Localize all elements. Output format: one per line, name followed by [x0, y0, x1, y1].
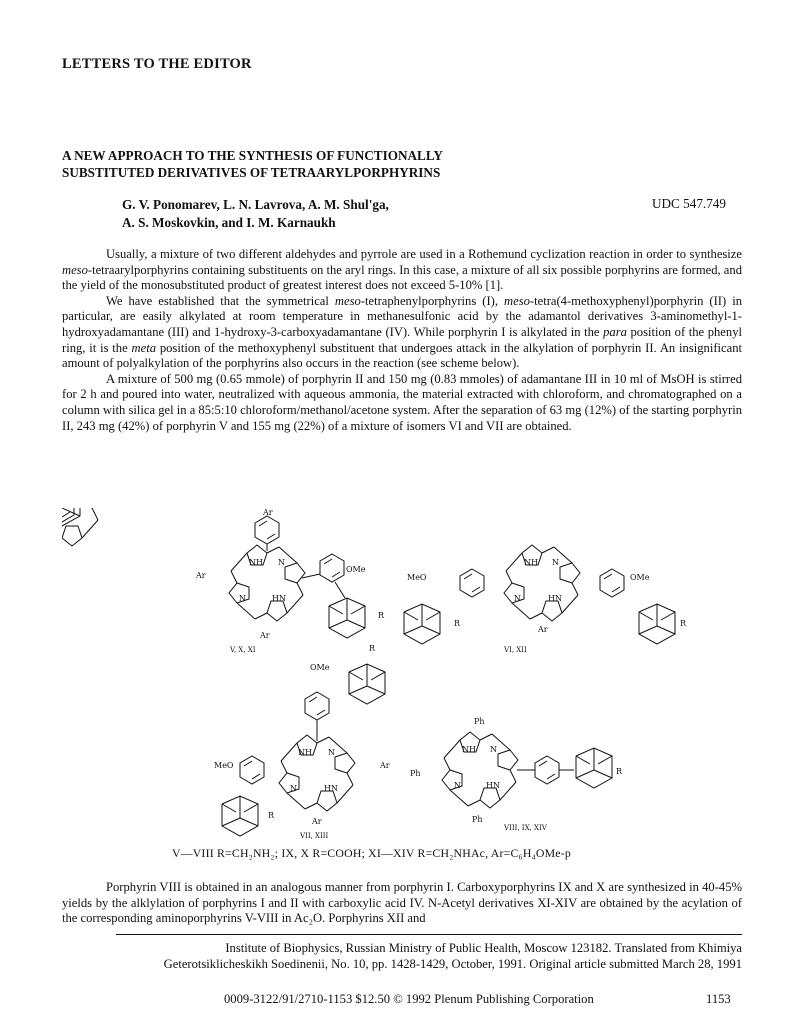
structure-vi — [404, 545, 687, 654]
svg-text:Ph: Ph — [474, 717, 485, 726]
svg-text:OMe: OMe — [310, 663, 330, 672]
paragraph: Usually, a mixture of two different aldehydes and pyrrole are used in a Rothemund cyclization reaction in order to synthesize meso-tetraarylporphyrins containing substituents on the aryl rings. In this case, a mixture of all six possible porphyrins are formed, and the yield of the monosubstituted product of greatest interest does not exceed 5-10% [1]. — [62, 247, 742, 293]
page-number: 1153 — [706, 992, 731, 1006]
svg-text:N: N — [239, 594, 246, 603]
svg-text:N: N — [552, 558, 559, 567]
structure-v — [195, 508, 385, 654]
svg-text:Ph: Ph — [472, 815, 483, 824]
svg-text:NH: NH — [524, 558, 538, 567]
svg-text:VI, XII: VI, XII — [504, 646, 527, 654]
svg-text:R: R — [454, 619, 461, 628]
svg-text:N: N — [290, 784, 297, 793]
footnote-rule — [116, 934, 742, 935]
svg-text:Ar: Ar — [263, 508, 273, 517]
svg-text:VII, XIII: VII, XIII — [300, 832, 329, 840]
reaction-scheme — [62, 508, 742, 860]
svg-text:N: N — [278, 558, 285, 567]
svg-text:N: N — [328, 748, 335, 757]
authors-line: G. V. Ponomarev, L. N. Lavrova, A. M. Shul'ga, — [122, 197, 389, 212]
article-title — [62, 147, 742, 181]
svg-text:HN: HN — [324, 784, 338, 793]
udc-code: UDC 547.749 — [652, 196, 726, 211]
svg-text:Ar: Ar — [538, 625, 548, 634]
svg-text:Ph: Ph — [410, 769, 421, 778]
svg-text:Ar: Ar — [380, 761, 390, 770]
svg-text:Ar: Ar — [196, 571, 206, 580]
affiliation-line: Institute of Biophysics, Russian Ministry of Public Health, Moscow 123182. Translated from Khimiya — [225, 941, 742, 955]
paragraph: We have established that the symmetrical meso-tetraphenylporphyrins (I), meso-tetra(4-methoxyphenyl)porphyrin (II) in particular, are easily alkylated at room temperature in methanesulfonic acid by the adamantol derivatives 3-aminomethyl-1-hydroxyadamantane (III) and 1-hydroxy-3-carboxyadamantane (IV). While porphyrin I is alkylated in the para position of the phenyl ring, it is the meta position of the methoxyphenyl substituent that undergoes attack in the alkylation of porphyrin II. An insignificant amount of polyalkylation of the porphyrins also occurs in the reaction (see scheme below). — [62, 293, 743, 371]
svg-text:R: R — [616, 767, 623, 776]
scheme-caption: V—VIII R=CH₂NH₂; IX, X R=COOH; XI—XIV R=CH₂NHAc, Ar=C₆H₄OMe-p — [172, 846, 571, 860]
svg-text:HN: HN — [486, 781, 500, 790]
svg-text:MeO: MeO — [407, 573, 427, 582]
svg-text:HN: HN — [272, 594, 286, 603]
section-heading: LETTERS TO THE EDITOR — [62, 56, 252, 72]
svg-text:HN: HN — [548, 594, 562, 603]
title-line: SUBSTITUTED DERIVATIVES OF TETRAARYLPORPHYRINS — [62, 165, 441, 180]
svg-text:NH: NH — [298, 748, 312, 757]
structure-viii — [410, 717, 623, 832]
authors-line: A. S. Moskovkin, and I. M. Karnaukh — [122, 215, 336, 230]
author-list — [122, 196, 662, 232]
svg-text:N: N — [490, 745, 497, 754]
svg-text:R: R — [369, 644, 376, 653]
svg-text:Ar: Ar — [312, 817, 322, 826]
paragraph: Porphyrin VIII is obtained in an analogous manner from porphyrin I. Carboxyporphyrins IX and X are synthesized in 40-45% yields by the alklylation of porphyrins I and II with carboxylic acid IV. N-Acetyl derivatives XI-XIV are obtained by the acylation of the corresponding aminoporphyrins V-VIII in Ac₂O. Porphyrins XII and — [62, 880, 742, 926]
paragraph: A mixture of 500 mg (0.65 mmole) of porphyrin II and 150 mg (0.83 mmoles) of adamantane III in 10 ml of MsOH is stirred for 2 h and poured into water, neutralized with aqueous ammonia, the material extracted with chloroform, and chromatographed on a column with silica gel in a 85:5:10 chloroform/methanol/acetone system. After the separation of 63 mg (12%) of the starting porphyrin II, 243 mg (42%) of porphyrin V and 155 mg (22%) of a mixture of isomers VI and VII are obtained. — [62, 371, 742, 433]
structure-vii — [214, 644, 390, 840]
svg-text:VIII, IX, XIV: VIII, IX, XIV — [504, 824, 547, 832]
scheme-svg — [62, 508, 742, 860]
svg-text:R: R — [268, 811, 275, 820]
svg-text:N: N — [514, 594, 521, 603]
svg-text:Ar: Ar — [260, 631, 270, 640]
title-line: A NEW APPROACH TO THE SYNTHESIS OF FUNCTIONALLY — [62, 148, 443, 163]
copyright-line: 0009-3122/91/2710-1153 $12.50 © 1992 Plenum Publishing Corporation — [224, 992, 594, 1006]
article-body — [62, 247, 742, 434]
affiliation-line: Geterotsiklicheskikh Soedinenii, No. 10, pp. 1428-1429, October, 1991. Original article submitted March 28, 1991 — [163, 957, 742, 971]
svg-text:R: R — [378, 611, 385, 620]
svg-text:R: R — [680, 619, 687, 628]
svg-text:MeO: MeO — [214, 761, 234, 770]
affiliation-footnote — [62, 940, 742, 972]
article-body-continued — [62, 880, 742, 927]
svg-text:OMe: OMe — [346, 565, 366, 574]
svg-text:V, X, XI: V, X, XI — [230, 646, 256, 654]
svg-text:NH: NH — [249, 558, 263, 567]
svg-text:OMe: OMe — [630, 573, 650, 582]
svg-text:NH: NH — [462, 745, 476, 754]
svg-text:N: N — [454, 781, 461, 790]
